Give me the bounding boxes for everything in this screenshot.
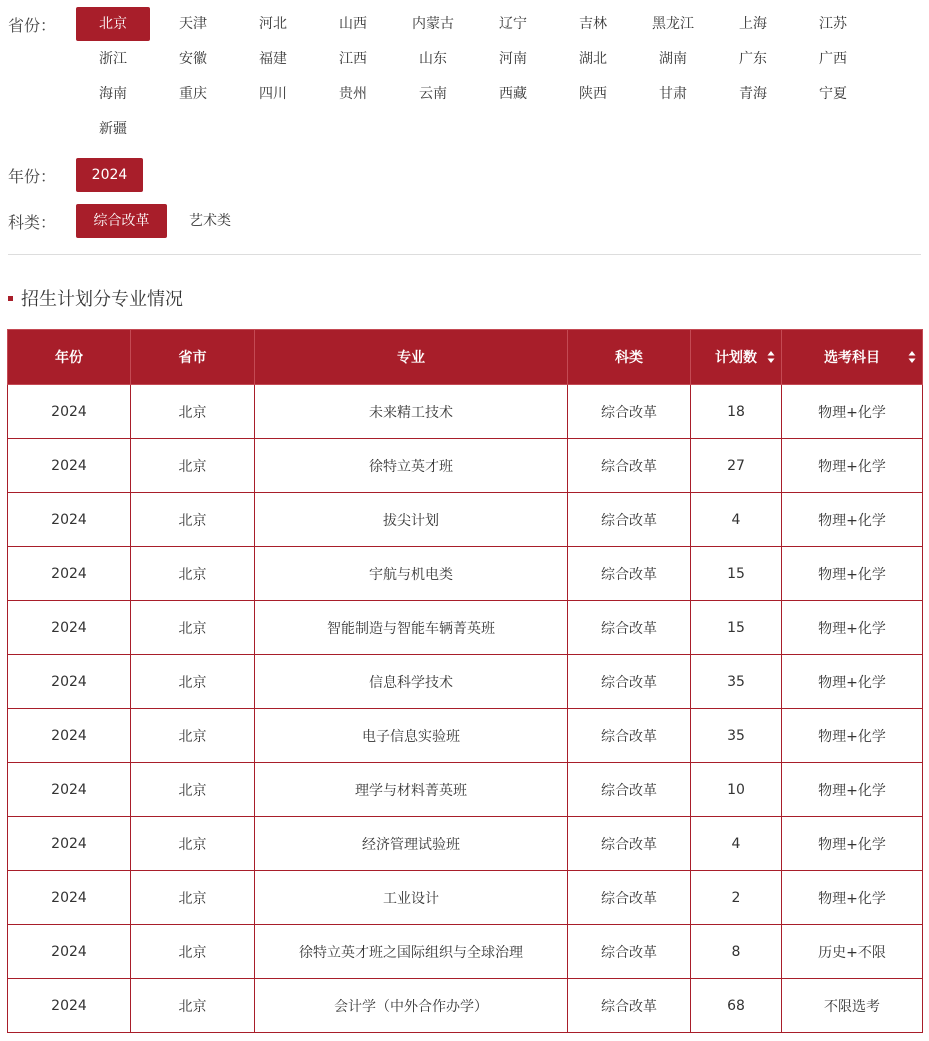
- cell-major: 宇航与机电类: [255, 547, 568, 601]
- cell-plan-count: 68: [691, 979, 782, 1033]
- province-option[interactable]: 河北: [259, 16, 287, 32]
- column-header: [8, 330, 131, 385]
- divider: [8, 254, 921, 255]
- cell-major: 智能制造与智能车辆菁英班: [255, 601, 568, 655]
- province-option[interactable]: 天津: [179, 16, 207, 32]
- year-option[interactable]: 2024: [76, 158, 143, 192]
- cell-year: 2024: [8, 979, 131, 1033]
- cell-plan-count: 15: [691, 601, 782, 655]
- column-header-label: 计划数: [715, 350, 757, 366]
- cell-category: 综合改革: [568, 817, 691, 871]
- province-option[interactable]: 宁夏: [819, 86, 847, 102]
- cell-major: 经济管理试验班: [255, 817, 568, 871]
- table-row: [8, 385, 923, 439]
- province-option[interactable]: 云南: [419, 86, 447, 102]
- cell-plan-count: 35: [691, 709, 782, 763]
- province-option[interactable]: 江苏: [819, 16, 847, 32]
- cell-province: 北京: [131, 763, 255, 817]
- column-header: [255, 330, 568, 385]
- cell-year: 2024: [8, 385, 131, 439]
- cell-subjects: 物理+化学: [782, 871, 923, 925]
- sort-icon[interactable]: [767, 350, 775, 364]
- province-option[interactable]: 北京: [76, 7, 150, 41]
- table-row: [8, 547, 923, 601]
- cell-subjects: 物理+化学: [782, 763, 923, 817]
- cell-year: 2024: [8, 871, 131, 925]
- cell-category: 综合改革: [568, 385, 691, 439]
- column-header-label: 专业: [397, 350, 425, 366]
- cell-subjects: 物理+化学: [782, 547, 923, 601]
- table-row: [8, 817, 923, 871]
- cell-plan-count: 4: [691, 493, 782, 547]
- province-option[interactable]: 青海: [739, 86, 767, 102]
- table-row: [8, 763, 923, 817]
- cell-subjects: 物理+化学: [782, 817, 923, 871]
- sort-descending-arrow: [909, 359, 916, 364]
- cell-category: 综合改革: [568, 601, 691, 655]
- cell-year: 2024: [8, 493, 131, 547]
- section-bullet: [8, 296, 13, 301]
- province-option[interactable]: 黑龙江: [652, 16, 694, 32]
- category-option[interactable]: 综合改革: [76, 204, 167, 238]
- province-option[interactable]: 广东: [739, 51, 767, 67]
- cell-subjects: 物理+化学: [782, 601, 923, 655]
- cell-province: 北京: [131, 601, 255, 655]
- cell-subjects: 物理+化学: [782, 655, 923, 709]
- province-option[interactable]: 新疆: [99, 121, 127, 137]
- table-row: [8, 439, 923, 493]
- column-header[interactable]: [691, 330, 782, 385]
- category-label: 科类：: [8, 213, 57, 232]
- cell-category: 综合改革: [568, 547, 691, 601]
- province-option[interactable]: 广西: [819, 51, 847, 67]
- cell-category: 综合改革: [568, 709, 691, 763]
- category-option[interactable]: 艺术类: [189, 213, 231, 229]
- cell-year: 2024: [8, 817, 131, 871]
- cell-plan-count: 10: [691, 763, 782, 817]
- cell-major: 信息科学技术: [255, 655, 568, 709]
- column-header-label: 选考科目: [824, 350, 880, 366]
- table-row: [8, 925, 923, 979]
- cell-category: 综合改革: [568, 871, 691, 925]
- cell-category: 综合改革: [568, 763, 691, 817]
- cell-province: 北京: [131, 385, 255, 439]
- cell-plan-count: 18: [691, 385, 782, 439]
- column-header-label: 科类: [615, 350, 643, 366]
- sort-ascending-arrow: [768, 351, 775, 356]
- cell-subjects: 物理+化学: [782, 385, 923, 439]
- cell-major: 未来精工技术: [255, 385, 568, 439]
- column-header-label: 年份: [55, 350, 83, 366]
- cell-province: 北京: [131, 655, 255, 709]
- cell-subjects: 物理+化学: [782, 439, 923, 493]
- province-option[interactable]: 安徽: [179, 51, 207, 67]
- table-row: [8, 601, 923, 655]
- section-title: [8, 287, 183, 313]
- cell-plan-count: 15: [691, 547, 782, 601]
- sort-ascending-arrow: [909, 351, 916, 356]
- cell-major: 会计学（中外合作办学）: [255, 979, 568, 1033]
- province-option[interactable]: 河南: [499, 51, 527, 67]
- cell-subjects: 不限选考: [782, 979, 923, 1033]
- province-option[interactable]: 甘肃: [659, 86, 687, 102]
- column-header: [131, 330, 255, 385]
- province-option[interactable]: 吉林: [579, 16, 607, 32]
- cell-category: 综合改革: [568, 493, 691, 547]
- cell-category: 综合改革: [568, 655, 691, 709]
- province-option[interactable]: 山东: [419, 51, 447, 67]
- cell-province: 北京: [131, 709, 255, 763]
- province-option[interactable]: 海南: [99, 86, 127, 102]
- table-row: [8, 979, 923, 1033]
- cell-province: 北京: [131, 871, 255, 925]
- cell-major: 电子信息实验班: [255, 709, 568, 763]
- cell-category: 综合改革: [568, 979, 691, 1033]
- column-header-label: 省市: [178, 350, 207, 366]
- province-option[interactable]: 山西: [339, 16, 367, 32]
- cell-major: 工业设计: [255, 871, 568, 925]
- cell-province: 北京: [131, 817, 255, 871]
- cell-subjects: 物理+化学: [782, 709, 923, 763]
- table-row: [8, 871, 923, 925]
- province-label: 省份：: [8, 16, 57, 35]
- cell-province: 北京: [131, 547, 255, 601]
- cell-plan-count: 8: [691, 925, 782, 979]
- cell-province: 北京: [131, 979, 255, 1033]
- province-option[interactable]: 辽宁: [499, 16, 527, 32]
- section-title-text: 招生计划分专业情况: [21, 289, 183, 310]
- cell-plan-count: 27: [691, 439, 782, 493]
- sort-icon[interactable]: [908, 350, 916, 364]
- cell-year: 2024: [8, 655, 131, 709]
- cell-subjects: 历史+不限: [782, 925, 923, 979]
- province-option[interactable]: 重庆: [179, 86, 207, 102]
- cell-year: 2024: [8, 925, 131, 979]
- table-header-row: [8, 330, 923, 385]
- cell-plan-count: 2: [691, 871, 782, 925]
- cell-year: 2024: [8, 439, 131, 493]
- table-row: [8, 655, 923, 709]
- enrollment-plan-table: [7, 329, 923, 1033]
- column-header: [568, 330, 691, 385]
- province-option[interactable]: 贵州: [339, 86, 367, 102]
- cell-year: 2024: [8, 763, 131, 817]
- province-option[interactable]: 湖南: [659, 51, 687, 67]
- cell-major: 徐特立英才班之国际组织与全球治理: [255, 925, 568, 979]
- cell-province: 北京: [131, 925, 255, 979]
- province-option[interactable]: 浙江: [99, 51, 127, 67]
- sort-descending-arrow: [768, 359, 775, 364]
- cell-province: 北京: [131, 493, 255, 547]
- table-row: [8, 709, 923, 763]
- cell-year: 2024: [8, 547, 131, 601]
- province-option[interactable]: 四川: [259, 86, 287, 102]
- cell-subjects: 物理+化学: [782, 493, 923, 547]
- table-body: [8, 385, 923, 1033]
- cell-major: 理学与材料菁英班: [255, 763, 568, 817]
- province-option[interactable]: 江西: [339, 51, 367, 67]
- province-option[interactable]: 陕西: [579, 86, 607, 102]
- province-option[interactable]: 上海: [739, 16, 767, 32]
- province-option[interactable]: 内蒙古: [412, 16, 454, 32]
- cell-major: 徐特立英才班: [255, 439, 568, 493]
- cell-province: 北京: [131, 439, 255, 493]
- column-header[interactable]: [782, 330, 923, 385]
- cell-year: 2024: [8, 601, 131, 655]
- province-option[interactable]: 福建: [259, 51, 287, 67]
- province-option[interactable]: 湖北: [579, 51, 607, 67]
- cell-category: 综合改革: [568, 439, 691, 493]
- cell-year: 2024: [8, 709, 131, 763]
- cell-major: 拔尖计划: [255, 493, 568, 547]
- table-row: [8, 493, 923, 547]
- cell-plan-count: 4: [691, 817, 782, 871]
- year-label: 年份：: [8, 167, 57, 186]
- cell-category: 综合改革: [568, 925, 691, 979]
- cell-plan-count: 35: [691, 655, 782, 709]
- province-option[interactable]: 西藏: [499, 86, 527, 102]
